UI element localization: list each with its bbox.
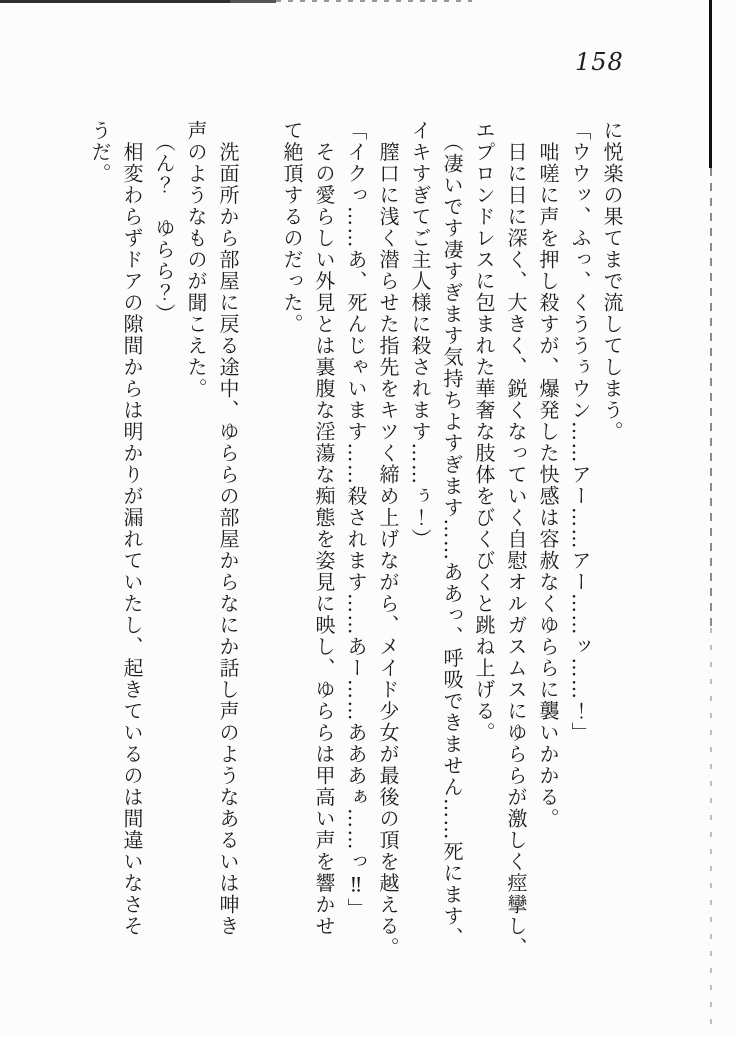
text-column: 日に日に深く、大きく、鋭くなっていく自慰オルガスムスにゆららが激しく痙攣し、 (504, 120, 528, 959)
text-column: その愛らしい外見とは裏腹な淫蕩な痴態を姿見に映し、ゆららは甲高い声を響かせ (312, 120, 336, 937)
text-column: エプロンドレスに包まれた華奢な肢体をびくびくと跳ね上げる。 (472, 120, 496, 744)
text-column: 膣口に浅く潜らせた指先をキツく締め上げながら、メイド少女が最後の頂を越える。 (376, 120, 400, 959)
text-column: 「ウウッ、ふっ、くううぅウン……アー……アー……ッ……！」 (568, 120, 592, 744)
body-text-vertical (84, 120, 628, 966)
text-column: 咄嗟に声を押し殺すが、爆発した快感は容赦なくゆららに襲いかかる。 (536, 120, 560, 830)
text-column: 声のようなものが聞こえた。 (184, 120, 208, 400)
scan-artifact-gutter-dashes-upper (710, 168, 712, 628)
text-column: 相変わらずドアの隙間からは明かりが漏れていたし、起きているのは間違いなさそ (120, 120, 144, 937)
text-column: に悦楽の果てまで流してしまう。 (600, 120, 624, 443)
text-column: 洗面所から部屋に戻る途中、ゆららの部屋からなにか話し声のようなあるいは呻き (216, 120, 240, 937)
text-column: 「イクっ……あ、死んじゃいます……殺されます……あー……あああぁ……っ‼」 (344, 120, 368, 920)
scan-artifact-gutter-dashes-lower (710, 628, 712, 1028)
text-column: て絶頂するのだった。 (280, 120, 304, 335)
text-column: イキすぎてご主人様に殺されます……ぅ！） (408, 120, 432, 550)
paragraph-break (244, 120, 276, 966)
scan-artifact-top-edge (0, 0, 276, 3)
page-number: 158 (575, 48, 624, 76)
scan-artifact-top-edge-dashes (276, 0, 472, 2)
text-column: うだ。 (88, 120, 112, 185)
text-column: （凄いです凄すぎます気持ちよすぎます……ああっ、呼吸できません……死にます、 (440, 120, 464, 949)
text-column: （ん？ ゆらら？） (152, 120, 176, 325)
scan-artifact-gutter-line (709, 0, 712, 168)
